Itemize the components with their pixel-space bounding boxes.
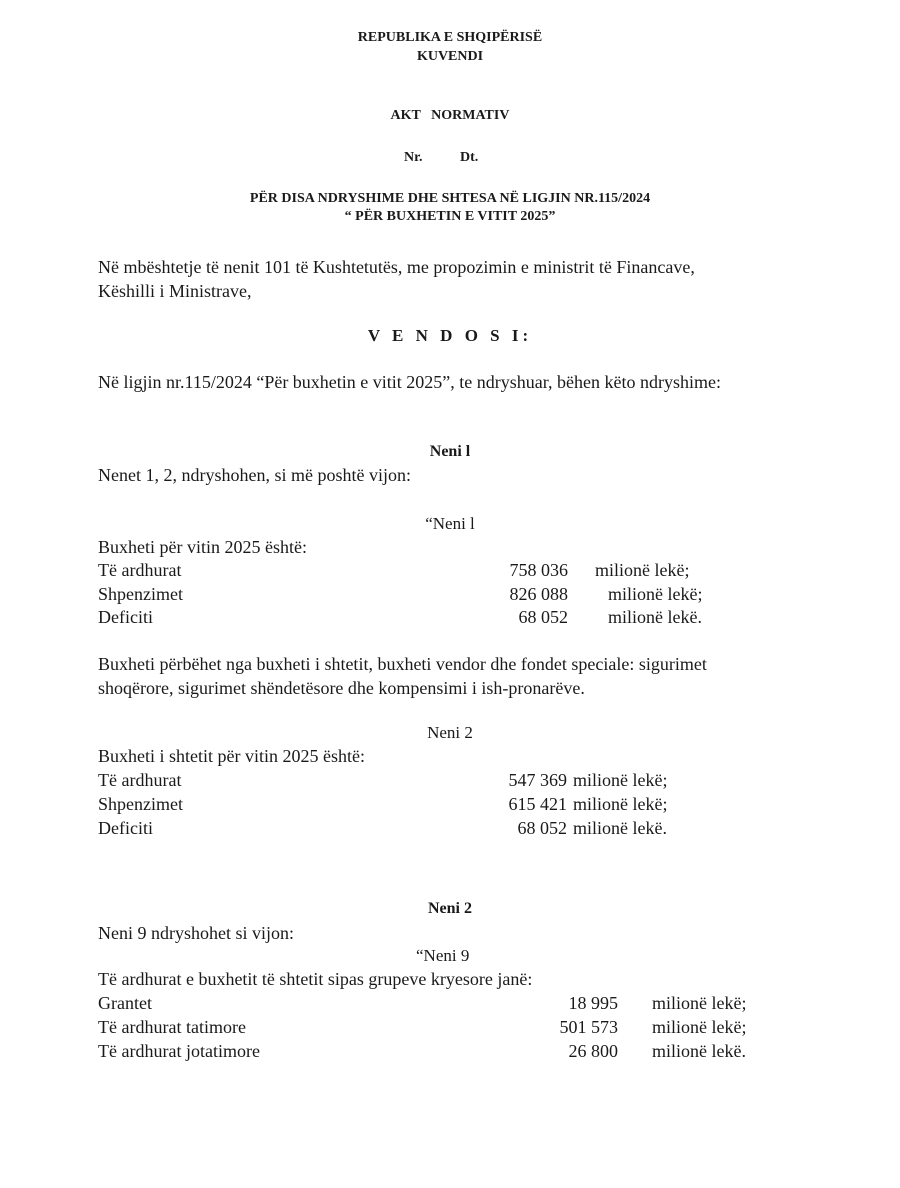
table-row-amount: 26 800 (568, 1041, 618, 1061)
table-row-amount: 501 573 (559, 1017, 618, 1037)
article1-heading: Neni l (429, 443, 471, 460)
article1-text: Nenet 1, 2, ndryshohen, si më poshtë vijon: (98, 465, 411, 485)
table-row-amount: 68 052 (517, 818, 567, 838)
table-row-unit: milionë lekë. (608, 607, 702, 627)
table-row-unit: milionë lekë. (573, 818, 667, 838)
act-type: AKT NORMATIV (390, 108, 510, 123)
table-row-label: Të ardhurat jotatimore (98, 1041, 260, 1061)
table-row-label: Të ardhurat (98, 560, 182, 580)
table-row-amount: 18 995 (568, 993, 618, 1013)
table-row-unit: milionë lekë. (652, 1041, 746, 1061)
table-row-amount: 758 036 (509, 560, 568, 580)
table-row-amount: 68 052 (518, 607, 568, 627)
intro-text: Në ligjin nr.115/2024 “Për buxhetin e vitit 2025”, te ndryshuar, bëhen këto ndryshime: (98, 372, 721, 392)
sub-article9-heading: “Neni 9 (416, 946, 470, 965)
table-row-amount: 826 088 (509, 584, 568, 604)
doc-title-line1: PËR DISA NDRYSHIME DHE SHTESA NË LIGJIN NR.115/2024 (249, 191, 651, 206)
budget-paragraph-line2: shoqërore, sigurimet shëndetësore dhe kompensimi i ish-pronarëve. (98, 678, 585, 698)
dt-label: Dt. (460, 150, 479, 165)
table-row-label: Të ardhurat (98, 770, 182, 790)
article2-heading: Neni 2 (428, 900, 472, 917)
table-row-unit: milionë lekë; (652, 993, 747, 1013)
article2-text: Neni 9 ndryshohet si vijon: (98, 923, 294, 943)
sub-article2-intro: Buxheti i shtetit për vitin 2025 është: (98, 746, 365, 766)
parliament-title: KUVENDI (416, 49, 484, 64)
table-row-amount: 615 421 (508, 794, 567, 814)
sub-article2-heading: Neni 2 (427, 723, 473, 742)
table-row-label: Deficiti (98, 607, 153, 627)
budget-paragraph-line1: Buxheti përbëhet nga buxheti i shtetit, buxheti vendor dhe fondet speciale: sigurimet (98, 654, 707, 674)
table-row-amount: 547 369 (508, 770, 567, 790)
table-row-unit: milionë lekë; (608, 584, 703, 604)
sub-article1-intro: Buxheti për vitin 2025 është: (98, 537, 307, 557)
table-row-label: Shpenzimet (98, 584, 183, 604)
nr-label: Nr. (404, 150, 423, 165)
table-row-unit: milionë lekë; (595, 560, 690, 580)
table-row-label: Të ardhurat tatimore (98, 1017, 246, 1037)
republic-title: REPUBLIKA E SHQIPËRISË (357, 30, 543, 45)
sub-article1-heading: “Neni l (425, 514, 475, 533)
decision-heading: V E N D O S I: (367, 326, 533, 345)
table-row-unit: milionë lekë; (573, 794, 668, 814)
sub-article9-intro: Të ardhurat e buxhetit të shtetit sipas grupeve kryesore janë: (98, 969, 533, 989)
preamble-line2: Këshilli i Ministrave, (98, 281, 252, 301)
preamble-line1: Në mbështetje të nenit 101 të Kushtetutës, me propozimin e ministrit të Financave, (98, 257, 695, 277)
table-row-unit: milionë lekë; (652, 1017, 747, 1037)
table-row-label: Deficiti (98, 818, 153, 838)
doc-title-line2: “ PËR BUXHETIN E VITIT 2025” (344, 209, 556, 224)
table-row-label: Grantet (98, 993, 152, 1013)
table-row-label: Shpenzimet (98, 794, 183, 814)
table-row-unit: milionë lekë; (573, 770, 668, 790)
